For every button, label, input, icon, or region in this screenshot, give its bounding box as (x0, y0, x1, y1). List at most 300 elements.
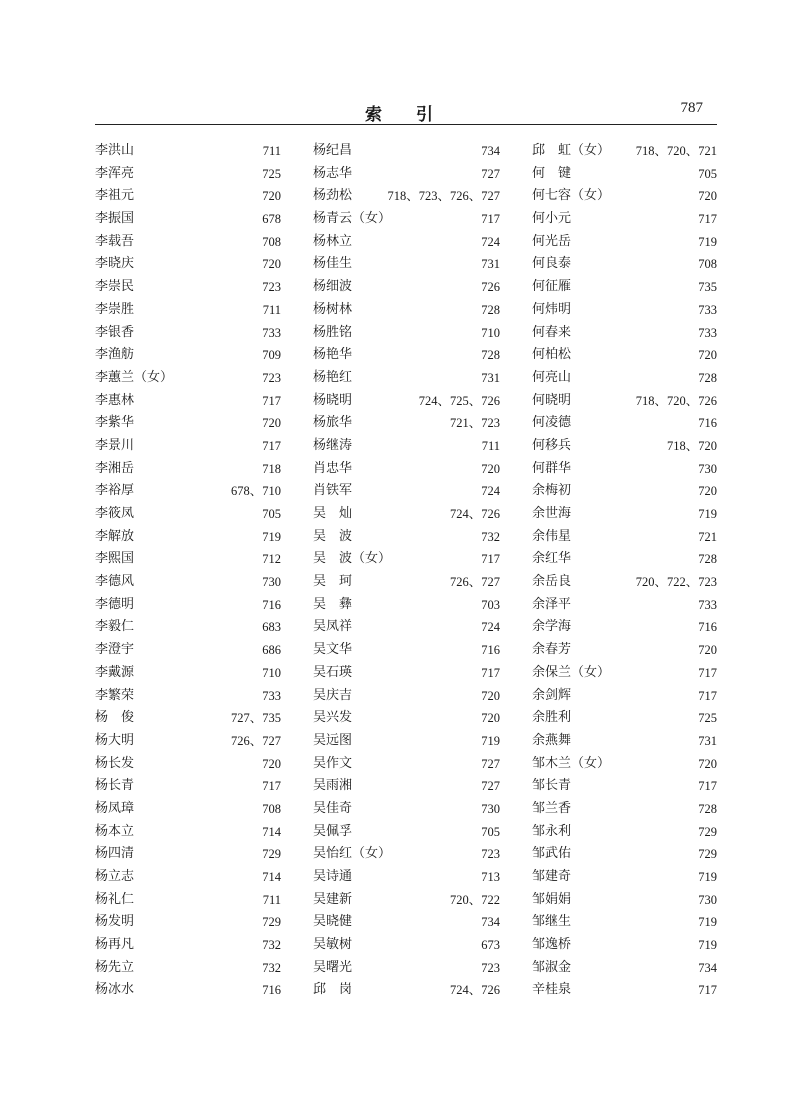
entry-pages: 728 (698, 370, 717, 385)
entry-name: 吴怡红（女） (313, 846, 392, 862)
entry-name: 吴凤祥 (313, 619, 353, 635)
entry-name: 李崇胜 (95, 301, 135, 317)
entry-name: 杨胜铭 (313, 324, 353, 340)
entry-name: 余伟星 (532, 528, 572, 544)
index-entry (313, 412, 500, 435)
entry-name: 李紫华 (95, 415, 135, 431)
index-entry (532, 616, 717, 639)
entry-pages: 720 (262, 257, 281, 272)
entry-name: 吴佩孚 (313, 823, 353, 839)
index-entry (313, 163, 500, 186)
index-entry (313, 775, 500, 798)
index-entry (95, 140, 281, 163)
index-entry (95, 866, 281, 889)
page-title: 索 引 (365, 105, 447, 125)
entry-pages: 732 (481, 529, 500, 544)
index-entry (313, 253, 500, 276)
entry-pages: 716 (262, 983, 281, 998)
index-entry (95, 707, 281, 730)
index-entry (532, 480, 717, 503)
entry-pages: 719 (262, 529, 281, 544)
index-entry (532, 889, 717, 912)
entry-name: 李渔舫 (95, 347, 135, 363)
entry-pages: 721、723 (449, 416, 500, 431)
entry-name: 余梅初 (532, 483, 572, 499)
entry-pages: 727 (481, 779, 500, 794)
entry-name: 余红华 (532, 551, 572, 567)
index-entry (95, 594, 281, 617)
index-entry (532, 390, 717, 413)
entry-pages: 705 (262, 507, 281, 521)
entry-name: 吴佳奇 (313, 800, 353, 816)
index-entry (532, 662, 717, 685)
entry-name: 李载吾 (95, 233, 135, 249)
entry-pages: 734 (481, 915, 500, 930)
entry-pages: 724 (481, 620, 500, 635)
entry-name: 何晓明 (532, 392, 572, 408)
entry-pages: 720、722、723 (635, 575, 717, 590)
index-entry (95, 458, 281, 481)
index-entry (532, 571, 717, 594)
entry-name: 吴远图 (313, 732, 353, 748)
index-entry (313, 480, 500, 503)
index-entry (532, 253, 717, 276)
index-entry (95, 957, 281, 980)
entry-pages: 716 (481, 643, 500, 658)
entry-pages: 720 (698, 643, 717, 658)
entry-name: 李解放 (95, 528, 135, 544)
entry-name: 李崇民 (95, 279, 135, 295)
index-entry (532, 730, 717, 753)
entry-name: 邹武佑 (532, 846, 572, 862)
entry-name: 肖铁军 (313, 483, 353, 499)
entry-name: 李晓庆 (95, 256, 135, 272)
entry-name: 李惠林 (95, 392, 135, 408)
entry-pages: 683 (262, 620, 281, 635)
entry-pages: 726 (481, 280, 500, 295)
entry-pages: 705 (481, 824, 500, 839)
index-entry (532, 458, 717, 481)
index-entry (95, 163, 281, 186)
entry-name: 杨发明 (95, 914, 135, 930)
index-entry (95, 798, 281, 821)
index-entry (532, 753, 717, 776)
entry-pages: 717 (481, 665, 500, 680)
index-entry (313, 730, 500, 753)
entry-pages: 718、720、726 (635, 393, 717, 408)
entry-name: 杨艳华 (313, 347, 353, 363)
entry-name: 吴晓健 (313, 914, 353, 930)
entry-name: 邹淑金 (532, 959, 572, 975)
entry-name: 何炜明 (532, 301, 572, 317)
entry-pages: 716 (262, 597, 281, 612)
entry-pages: 712 (262, 552, 281, 567)
index-entry (95, 775, 281, 798)
index-entry (313, 843, 500, 866)
entry-name: 何小元 (532, 211, 572, 227)
entry-pages: 720 (262, 756, 281, 771)
entry-name: 杨长青 (95, 778, 135, 794)
entry-pages: 733 (698, 302, 717, 317)
entry-name: 邹兰香 (532, 800, 572, 816)
entry-name: 杨佳生 (313, 256, 353, 272)
entry-name: 杨纪昌 (313, 143, 353, 158)
entry-name: 吴敏树 (313, 937, 353, 953)
entry-name: 吴石瑛 (313, 664, 353, 680)
entry-name: 李毅仁 (95, 619, 135, 635)
entry-pages: 726、727 (230, 733, 281, 748)
entry-name: 余胜利 (532, 710, 572, 726)
entry-pages: 730 (262, 575, 281, 590)
index-entry (532, 685, 717, 708)
entry-pages: 729 (262, 847, 281, 862)
entry-pages: 678、710 (230, 484, 281, 499)
entry-pages: 719 (481, 733, 500, 748)
index-entry (532, 140, 717, 163)
entry-name: 何光岳 (532, 233, 572, 249)
entry-name: 何柏松 (532, 347, 572, 363)
entry-pages: 718、720、721 (635, 144, 717, 158)
entry-name: 李景川 (95, 437, 135, 453)
entry-name: 李繁荣 (95, 687, 135, 703)
index-entry (313, 707, 500, 730)
entry-name: 吴文华 (313, 642, 353, 658)
entry-name: 辛桂泉 (532, 982, 572, 998)
entry-name: 何春来 (532, 324, 572, 340)
entry-name: 李祖元 (95, 188, 135, 204)
entry-name: 杨细波 (313, 279, 353, 295)
entry-name: 李澄宇 (95, 642, 135, 658)
entry-name: 李浑亮 (95, 165, 135, 181)
entry-pages: 703 (481, 597, 500, 612)
entry-pages: 731 (481, 370, 500, 385)
entry-name: 杨礼仁 (95, 891, 135, 907)
entry-pages: 720 (481, 688, 500, 703)
entry-name: 吴 波 (313, 528, 353, 544)
entry-name: 吴雨湘 (313, 778, 353, 794)
entry-name: 何良泰 (532, 256, 572, 272)
index-entry (95, 367, 281, 390)
entry-name: 李戴源 (95, 664, 135, 680)
index-column-3 (532, 140, 717, 1002)
entry-name: 何亮山 (532, 369, 572, 385)
entry-pages: 725 (262, 166, 281, 181)
entry-name: 李振国 (95, 211, 135, 227)
entry-name: 李筱凤 (95, 506, 135, 521)
entry-pages: 733 (698, 597, 717, 612)
entry-pages: 708 (262, 234, 281, 249)
entry-name: 何 键 (532, 165, 572, 181)
index-entry (532, 526, 717, 549)
index-entry (532, 276, 717, 299)
entry-name: 李银香 (95, 324, 135, 340)
entry-pages: 730 (698, 892, 717, 907)
entry-name: 邱 虹（女） (532, 143, 611, 158)
entry-name: 杨旅华 (313, 415, 353, 431)
entry-pages: 718 (262, 461, 281, 476)
entry-pages: 724 (481, 484, 500, 499)
entry-pages: 719 (698, 870, 717, 884)
page-header (95, 98, 717, 124)
entry-pages: 718、720 (666, 438, 717, 453)
index-entry (313, 821, 500, 844)
index-entry (532, 412, 717, 435)
entry-pages: 734 (481, 144, 500, 158)
index-entry (313, 140, 500, 163)
entry-pages: 724、725、726 (418, 393, 500, 408)
entry-pages: 711 (481, 438, 500, 453)
entry-pages: 731 (481, 257, 500, 272)
entry-pages: 728 (481, 348, 500, 363)
entry-pages: 716 (698, 416, 717, 431)
entry-name: 何凌德 (532, 415, 572, 431)
entry-name: 余泽平 (532, 596, 572, 612)
index-entry (532, 911, 717, 934)
index-entry (532, 208, 717, 231)
entry-pages: 717 (698, 688, 717, 703)
index-entry (95, 821, 281, 844)
index-entry (313, 367, 500, 390)
index-entry (532, 775, 717, 798)
index-entry (95, 889, 281, 912)
entry-name: 杨立志 (95, 869, 135, 884)
index-entry (313, 458, 500, 481)
entry-pages: 717 (698, 779, 717, 794)
index-entry (95, 685, 281, 708)
index-entry (95, 344, 281, 367)
entry-pages: 710 (262, 665, 281, 680)
index-entry (532, 185, 717, 208)
entry-name: 邹娟娟 (532, 891, 572, 907)
index-entry (95, 979, 281, 1002)
index-entry (313, 616, 500, 639)
entry-name: 杨继涛 (313, 437, 353, 453)
entry-pages: 733 (262, 325, 281, 340)
index-entry (95, 639, 281, 662)
index-entry (313, 390, 500, 413)
entry-pages: 720 (262, 416, 281, 431)
entry-pages: 724、726 (449, 507, 500, 521)
entry-pages: 723 (481, 960, 500, 975)
index-entry (95, 299, 281, 322)
entry-name: 杨林立 (313, 233, 353, 249)
index-entry (95, 231, 281, 254)
entry-pages: 720 (481, 461, 500, 476)
entry-pages: 711 (262, 302, 281, 317)
entry-pages: 709 (262, 348, 281, 363)
entry-pages: 727、735 (230, 711, 281, 726)
entry-pages: 717 (481, 552, 500, 567)
entry-name: 杨树林 (313, 301, 353, 317)
entry-name: 李裕厚 (95, 483, 135, 499)
index-entry (313, 662, 500, 685)
entry-pages: 733 (698, 325, 717, 340)
index-entry (95, 911, 281, 934)
entry-name: 杨劲松 (313, 188, 353, 204)
index-entry (313, 911, 500, 934)
entry-name: 吴 彝 (313, 596, 353, 612)
entry-pages: 721 (698, 529, 717, 544)
index-entry (532, 866, 717, 889)
index-entry (95, 753, 281, 776)
entry-name: 杨本立 (95, 823, 135, 839)
index-entry (313, 889, 500, 912)
index-column-1 (95, 140, 281, 1002)
entry-name: 余岳良 (532, 574, 572, 590)
entry-pages: 716 (698, 620, 717, 635)
entry-pages: 717 (262, 393, 281, 408)
index-entry (95, 253, 281, 276)
index-entry (313, 979, 500, 1002)
entry-pages: 723 (262, 280, 281, 295)
entry-pages: 724 (481, 234, 500, 249)
entry-pages: 731 (698, 733, 717, 748)
entry-name: 邹逸桥 (532, 937, 572, 953)
index-entry (313, 526, 500, 549)
entry-pages: 708 (262, 801, 281, 816)
entry-pages: 725 (698, 711, 717, 726)
entry-pages: 728 (481, 302, 500, 317)
index-entry (313, 299, 500, 322)
index-entry (313, 594, 500, 617)
entry-pages: 673 (481, 938, 500, 953)
index-entry (313, 866, 500, 889)
entry-name: 吴作文 (313, 755, 353, 771)
entry-name: 邹木兰（女） (532, 755, 611, 771)
index-entry (532, 934, 717, 957)
index-entry (532, 435, 717, 458)
index-entry (532, 503, 717, 526)
index-entry (95, 435, 281, 458)
entry-name: 吴曙光 (313, 959, 353, 975)
entry-name: 何移兵 (532, 437, 572, 453)
entry-pages: 723 (262, 370, 281, 385)
entry-pages: 710 (481, 325, 500, 340)
entry-name: 何征雁 (532, 279, 572, 295)
index-entry (532, 594, 717, 617)
entry-name: 吴 波（女） (313, 551, 392, 567)
entry-name: 杨晓明 (313, 392, 353, 408)
entry-name: 邹继生 (532, 914, 572, 930)
entry-pages: 717 (698, 212, 717, 227)
entry-pages: 720 (698, 484, 717, 499)
index-entry (95, 843, 281, 866)
index-entry (313, 435, 500, 458)
entry-name: 余燕舞 (532, 732, 572, 748)
entry-name: 邱 岗 (313, 982, 353, 998)
entry-pages: 717 (262, 779, 281, 794)
index-entry (313, 685, 500, 708)
entry-pages: 724、726 (449, 983, 500, 998)
header-rule (95, 124, 717, 125)
entry-name: 肖忠华 (313, 460, 353, 476)
entry-name: 李德风 (95, 574, 135, 590)
index-entry (532, 548, 717, 571)
index-entry (95, 185, 281, 208)
index-entry (95, 571, 281, 594)
index-entry (95, 322, 281, 345)
entry-pages: 714 (262, 824, 281, 839)
entry-pages: 726、727 (449, 575, 500, 590)
entry-pages: 730 (481, 801, 500, 816)
index-entry (313, 231, 500, 254)
entry-pages: 729 (698, 824, 717, 839)
entry-name: 杨青云（女） (313, 211, 392, 227)
entry-name: 杨凤璋 (95, 800, 135, 816)
entry-pages: 717 (262, 438, 281, 453)
index-entry (313, 548, 500, 571)
entry-pages: 708 (698, 257, 717, 272)
index-entry (313, 208, 500, 231)
entry-pages: 735 (698, 280, 717, 295)
entry-name: 何七容（女） (532, 188, 611, 204)
entry-name: 吴诗通 (313, 869, 353, 884)
entry-pages: 720 (698, 756, 717, 771)
entry-name: 杨大明 (95, 732, 135, 748)
index-entry (532, 957, 717, 980)
entry-pages: 733 (262, 688, 281, 703)
entry-name: 邹建奇 (532, 869, 572, 884)
index-entry (532, 707, 717, 730)
entry-pages: 714 (262, 870, 281, 884)
index-entry (95, 548, 281, 571)
entry-pages: 717 (698, 665, 717, 680)
entry-pages: 717 (698, 983, 717, 998)
entry-pages: 723 (481, 847, 500, 862)
entry-pages: 728 (698, 552, 717, 567)
entry-pages: 717 (481, 212, 500, 227)
index-entry (313, 753, 500, 776)
page-number: 787 (680, 100, 703, 116)
index-entry (532, 979, 717, 1002)
index-entry (313, 798, 500, 821)
entry-name: 杨 俊 (95, 710, 135, 726)
index-column-2 (313, 140, 500, 1002)
index-entry (95, 616, 281, 639)
index-entry (532, 344, 717, 367)
entry-name: 杨四清 (95, 846, 135, 862)
entry-pages: 720 (481, 711, 500, 726)
entry-pages: 713 (481, 870, 500, 884)
entry-name: 杨冰水 (95, 982, 135, 998)
entry-name: 杨再凡 (95, 937, 135, 953)
entry-pages: 729 (262, 915, 281, 930)
index-entry (95, 208, 281, 231)
index-entry (95, 662, 281, 685)
index-entry (313, 503, 500, 526)
index-entry (313, 344, 500, 367)
entry-name: 何群华 (532, 460, 572, 476)
index-entry (532, 798, 717, 821)
entry-pages: 732 (262, 938, 281, 953)
entry-name: 邹永利 (532, 823, 572, 839)
entry-name: 李湘岳 (95, 460, 135, 476)
index-entry (532, 639, 717, 662)
entry-pages: 718、723、726、727 (387, 189, 500, 204)
index-entry (532, 163, 717, 186)
entry-name: 李蕙兰（女） (95, 369, 174, 385)
index-entry (313, 276, 500, 299)
index-entry (95, 934, 281, 957)
entry-pages: 720、722 (449, 892, 500, 907)
entry-pages: 719 (698, 938, 717, 953)
index-entry (532, 322, 717, 345)
entry-pages: 705 (698, 166, 717, 181)
entry-name: 吴 珂 (313, 574, 353, 590)
entry-pages: 730 (698, 461, 717, 476)
index-entry (95, 412, 281, 435)
index-entry (95, 503, 281, 526)
